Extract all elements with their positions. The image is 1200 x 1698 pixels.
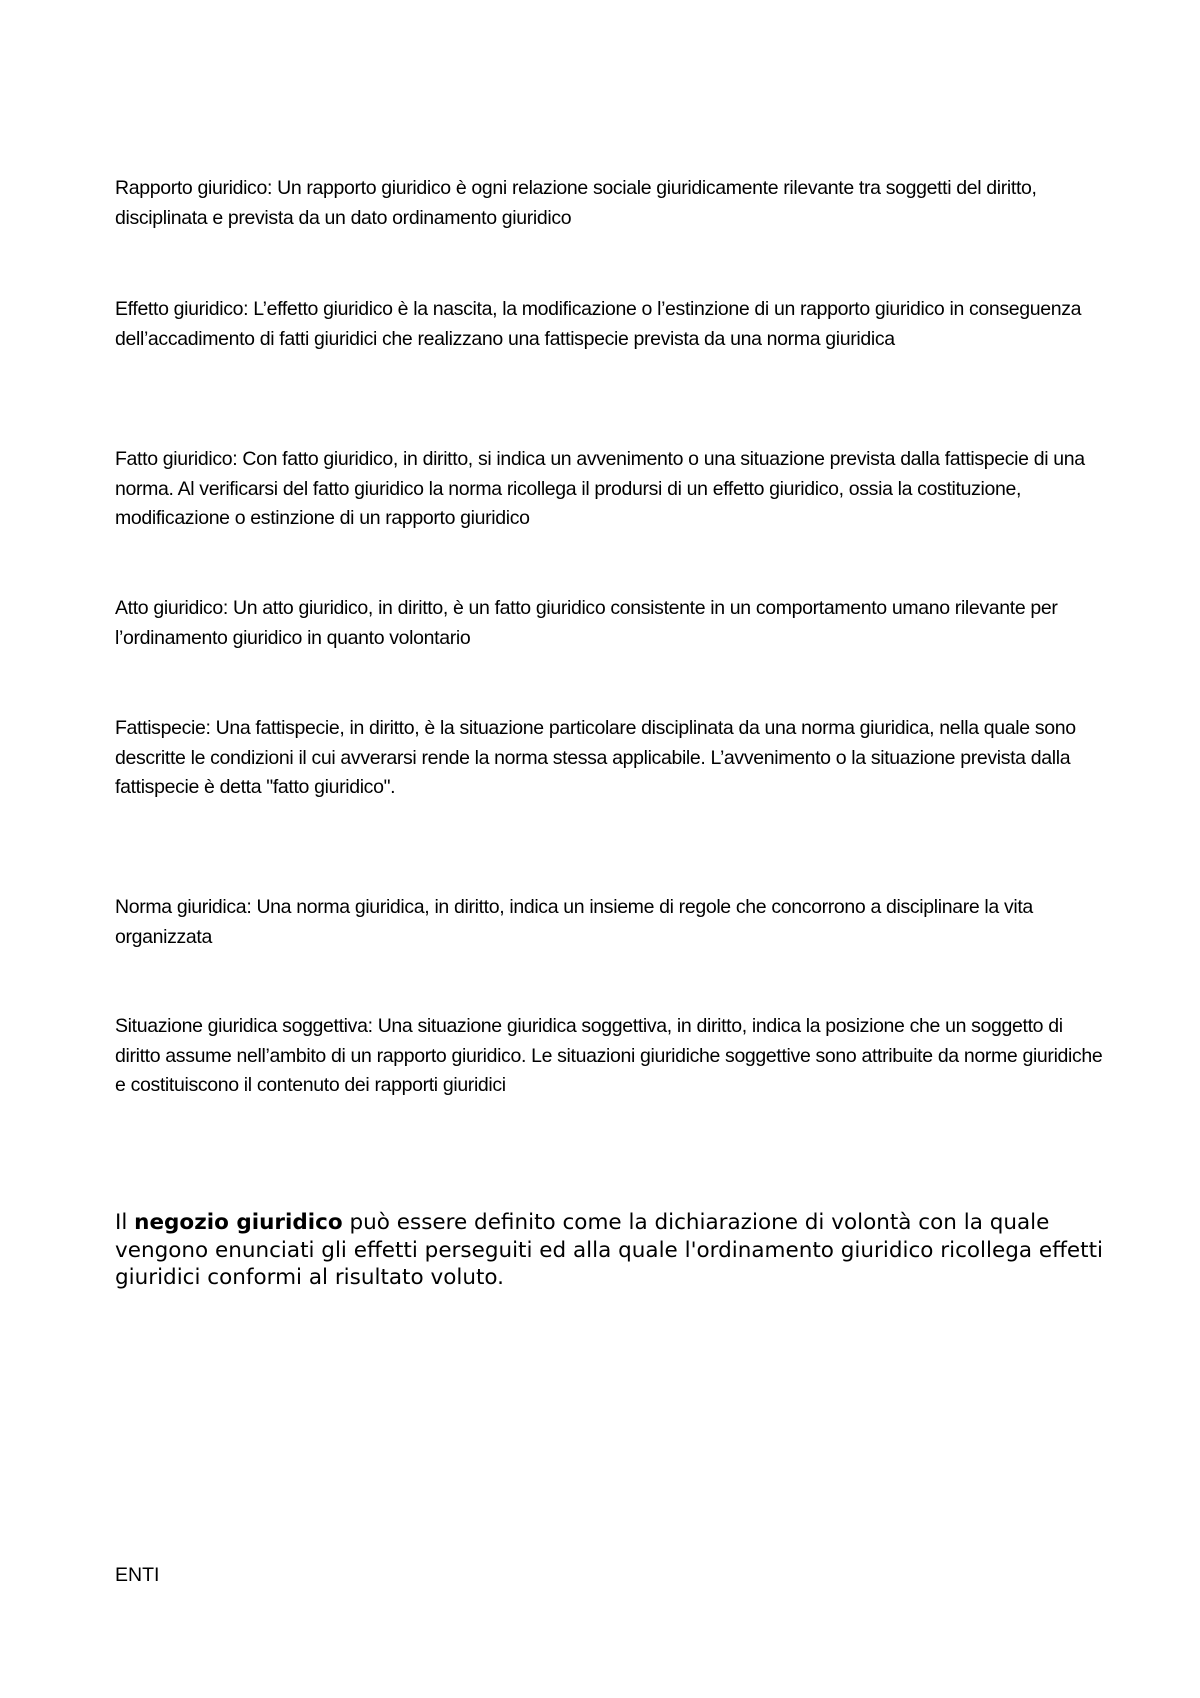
definition-term: Atto giuridico — [115, 597, 223, 619]
definition-term: Effetto giuridico — [115, 298, 244, 320]
definition-text: Con fatto giuridico, in diritto, si indica un avvenimento o una situazione prevista dalla fattispecie di una norma. Al verificarsi del fatto giuridico la norma ricollega il prodursi di un effetto giuridico, ossia la costituzione, modificazione o estinzione di un rapporto giuridico — [115, 448, 1085, 529]
definition-atto-giuridico — [115, 594, 1105, 653]
definition-term: Situazione giuridica soggettiva — [115, 1015, 368, 1037]
definition-separator: : — [367, 1015, 378, 1037]
definition-term: Fatto giuridico — [115, 448, 233, 470]
definition-effetto-giuridico — [115, 295, 1105, 354]
definition-rapporto-giuridico — [115, 174, 1105, 233]
definition-term: Rapporto giuridico — [115, 177, 267, 199]
definition-fatto-giuridico — [115, 445, 1105, 534]
negozio-prefix: Il — [115, 1210, 135, 1235]
definition-separator: : — [222, 597, 233, 619]
definition-term: Fattispecie — [115, 717, 206, 739]
definition-fattispecie — [115, 714, 1105, 803]
definition-term: Norma giuridica — [115, 896, 247, 918]
definition-separator: : — [205, 717, 216, 739]
definition-separator: : — [232, 448, 243, 470]
section-heading-enti: ENTI — [115, 1564, 160, 1586]
definition-text: Una situazione giuridica soggettiva, in diritto, indica la posizione che un soggetto di diritto assume nell’ambito di un rapporto giuridico. Le situazioni giuridiche soggettive sono attribuite da norme giuridiche e costituiscono il contenuto dei rapporti giuridici — [115, 1015, 1103, 1096]
definition-situazione-giuridica-soggettiva — [115, 1012, 1105, 1101]
definition-norma-giuridica — [115, 893, 1105, 952]
negozio-giuridico-paragraph — [115, 1209, 1115, 1292]
definition-text: Una fattispecie, in diritto, è la situazione particolare disciplinata da una norma giuridica, nella quale sono descritte le condizioni il cui avverarsi rende la norma stessa applicabile. L’avvenimento o la situazione prevista dalla fattispecie è detta "fatto giuridico". — [115, 717, 1076, 798]
definition-text: Un atto giuridico, in diritto, è un fatto giuridico consistente in un comportamento umano rilevante per l’ordinamento giuridico in quanto volontario — [115, 597, 1058, 649]
definition-text: L’effetto giuridico è la nascita, la modificazione o l’estinzione di un rapporto giuridico in conseguenza dell’accadimento di fatti giuridici che realizzano una fattispecie prevista da una norma giuridica — [115, 298, 1082, 350]
definition-separator: : — [246, 896, 257, 918]
definition-separator: : — [266, 177, 278, 199]
definition-separator: : — [243, 298, 254, 320]
negozio-bold-term: negozio giuridico — [134, 1210, 343, 1235]
definition-text: Un rapporto giuridico è ogni relazione sociale giuridicamente rilevante tra soggetti del diritto, disciplinata e prevista da un dato ordinamento giuridico — [115, 177, 1037, 229]
negozio-rest: può essere definito come la dichiarazione di volontà con la quale vengono enunciati gli effetti perseguiti ed alla quale l'ordinamento giuridico ricollega effetti giuridici conformi al risultato voluto. — [115, 1210, 1103, 1290]
definition-text: Una norma giuridica, in diritto, indica un insieme di regole che concorrono a disciplinare la vita organizzata — [115, 896, 1033, 948]
